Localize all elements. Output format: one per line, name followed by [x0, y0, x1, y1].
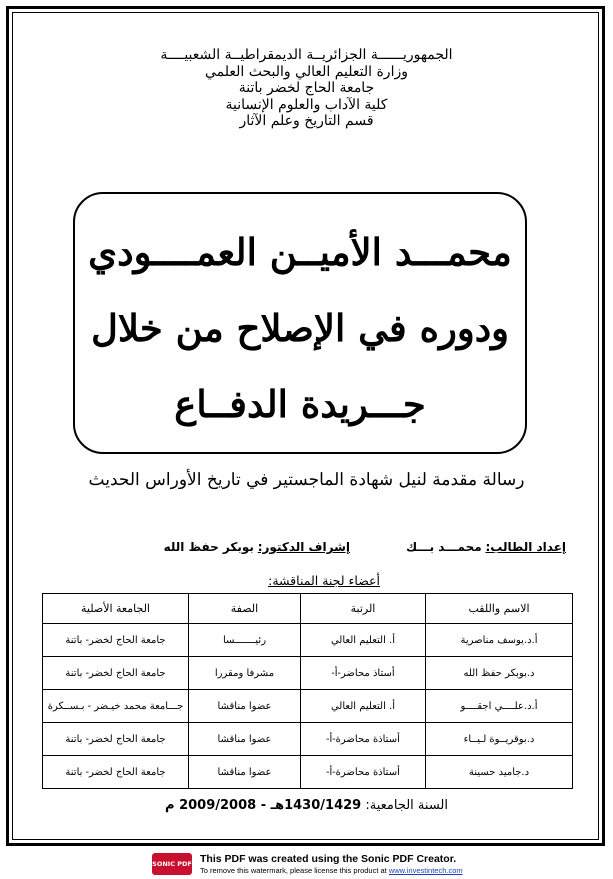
watermark-main-text: This PDF was created using the Sonic PDF Creator. — [200, 853, 457, 865]
member-rank: أستاذ محاضر-أ- — [301, 657, 426, 690]
table-row — [43, 723, 573, 756]
supervisor-label: إشراف الدكتور: — [257, 540, 350, 554]
sonic-pdf-logo-icon: SONIC PDF — [152, 853, 192, 875]
member-rank: أستاذة محاضرة-أ- — [301, 756, 426, 789]
thesis-subtitle: رسالة مقدمة لنيل شهادة الماجستير في تاريخ الأوراس الحديث — [88, 470, 525, 490]
committee-title: أعضاء لجنة المناقشة: — [268, 573, 380, 588]
member-university: جـــامعة محمد خيـضر - بـســكرة — [43, 690, 189, 723]
member-role: عضوا مناقشا — [189, 756, 301, 789]
thesis-title-line-2: ودوره في الإصلاح من خلال — [90, 306, 510, 350]
member-name: أ.د.علــــي اجقــــو — [426, 690, 573, 723]
table-row — [43, 657, 573, 690]
header-university: جامعة الحاج لخضر باتنة — [238, 80, 375, 96]
academic-year-value: 1430/1429هـ - 2009/2008 م — [165, 798, 362, 813]
member-university: جامعة الحاج لخضر- باتنة — [43, 657, 189, 690]
member-role: مشرفا ومقررا — [189, 657, 301, 690]
supervisor-name: بوبكر حفظ الله — [163, 540, 254, 554]
member-university: جامعة الحاج لخضر- باتنة — [43, 756, 189, 789]
committee-table — [42, 593, 573, 789]
header-department: قسم التاريخ وعلم الآثار — [239, 113, 374, 129]
column-header: الاسم واللقب — [426, 594, 573, 624]
member-role: عضوا مناقشا — [189, 690, 301, 723]
supervisor-info — [164, 540, 350, 554]
member-university: جامعة الحاج لخضر- باتنة — [43, 723, 189, 756]
column-header: الرتبة — [301, 594, 426, 624]
member-university: جامعة الحاج لخضر- باتنة — [43, 624, 189, 657]
student-name: محمـــد بـــك — [406, 540, 482, 554]
thesis-title-line-1: محمـــد الأميــن العمــــودي — [88, 230, 512, 274]
table-row — [43, 756, 573, 789]
table-row — [43, 624, 573, 657]
student-label: إعداد الطالب: — [485, 540, 566, 554]
watermark-sub-text — [200, 866, 463, 875]
table-header-row — [43, 594, 573, 624]
member-name: أ.د.يوسف مناصرية — [426, 624, 573, 657]
member-name: د.جاميد حسينة — [426, 756, 573, 789]
academic-year-label: السنة الجامعية: — [365, 798, 448, 813]
watermark-sub-prefix: To remove this watermark, please license this product at — [200, 866, 387, 875]
member-rank: أستاذة محاضرة-أ- — [301, 723, 426, 756]
member-name: د.بوبكر حفظ الله — [426, 657, 573, 690]
column-header: الجامعة الأصلية — [43, 594, 189, 624]
member-rank: أ. التعليم العالي — [301, 624, 426, 657]
member-role: عضوا مناقشا — [189, 723, 301, 756]
column-header: الصفة — [189, 594, 301, 624]
member-name: د.بوقريــوة لـيــاء — [426, 723, 573, 756]
header-ministry: وزارة التعليم العالي والبحث العلمي — [205, 63, 408, 80]
thesis-title-line-3: جـــريدة الدفــاع — [174, 382, 426, 426]
watermark-link[interactable]: www.investintech.com — [388, 866, 463, 875]
academic-year — [0, 798, 613, 813]
thesis-title-box — [73, 192, 527, 454]
header-country: الجمهوريــــــة الجزائريــة الديمقراطيــة الشعبيــــة — [160, 47, 453, 63]
table-row — [43, 690, 573, 723]
header-faculty: كلية الآداب والعلوم الإنسانية — [225, 96, 388, 113]
member-rank: أ. التعليم العالي — [301, 690, 426, 723]
institution-header — [60, 47, 553, 130]
student-info — [406, 540, 566, 554]
member-role: رئيـــــــسا — [189, 624, 301, 657]
